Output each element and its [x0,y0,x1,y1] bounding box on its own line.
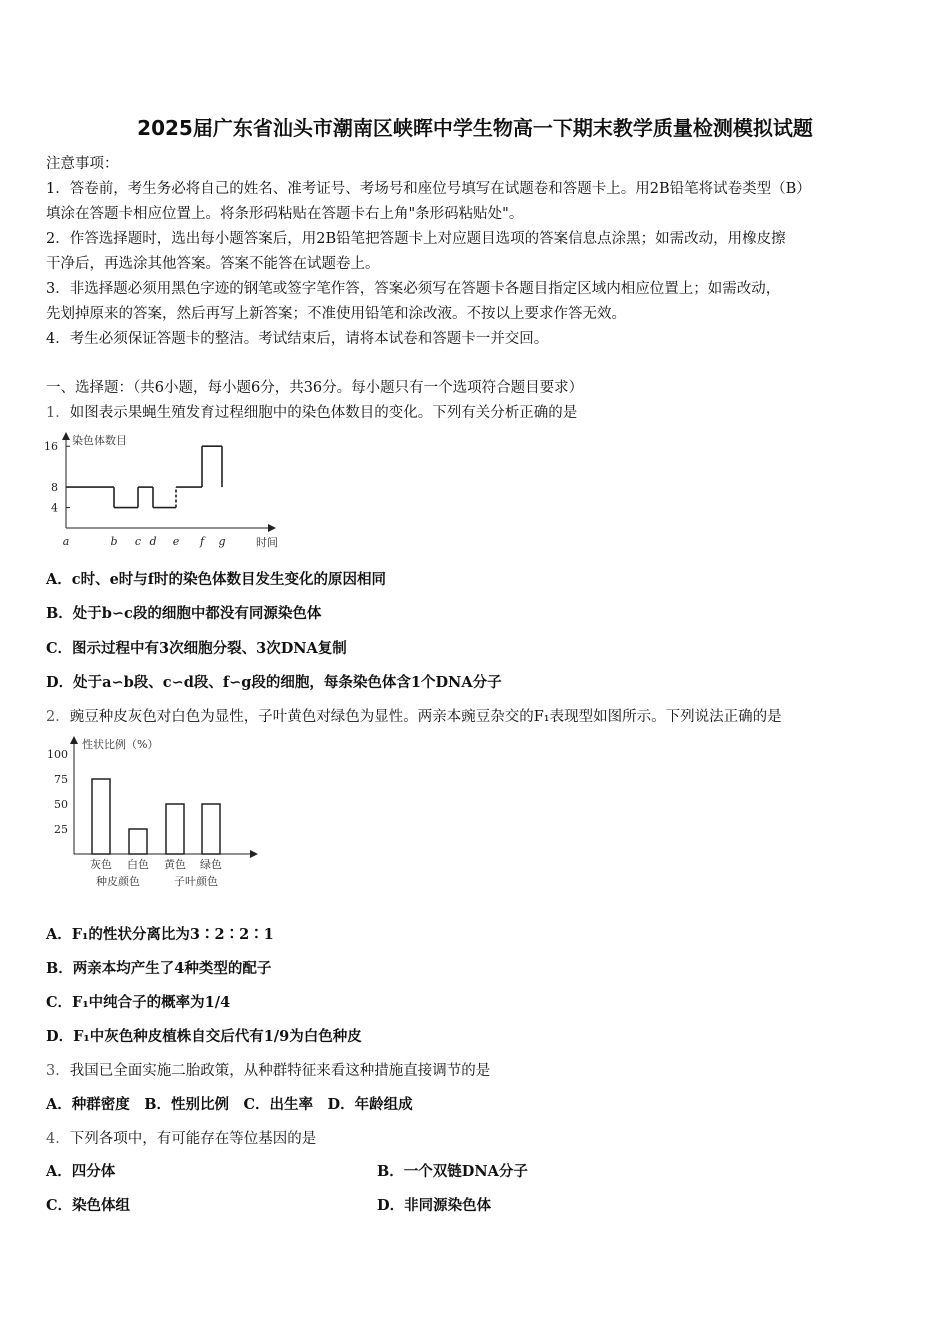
q4-option-c[interactable]: C．染色体组 [46,1197,131,1214]
category-label: 黄色 [164,858,186,871]
section-heading: 一、选择题：（共6小题，每小题6分，共36分。每小题只有一个选项符合题目要求） [46,380,584,396]
category-label: 绿色 [200,858,222,871]
notice-heading: 注意事项： [46,156,119,172]
y-tick-label: 100 [47,748,68,761]
x-axis-label: 时间 [256,536,278,549]
y-axis-label: 性状比例（%） [82,738,159,751]
x-tick-label: b [110,535,118,548]
category-label: 灰色 [90,858,112,871]
bar [92,779,110,854]
bar [166,804,184,854]
question-1 [46,401,577,422]
question-number: 2． [46,709,70,725]
page-title: 2025届广东省汕头市潮南区峡晖中学生物高一下期末教学质量检测模拟试题 [137,116,813,140]
notice-line: 干净后，再选涂其他答案。答案不能答在试题卷上。 [46,256,380,272]
notice-line: 2．作答选择题时，选出每小题答案后，用2B铅笔把答题卡上对应题目选项的答案信息点涂黑；如需改动，用橡皮擦 [46,231,786,247]
question-2 [46,705,782,726]
y-tick-label: 75 [54,773,68,786]
q1-option-c[interactable]: C．图示过程中有3次细胞分裂、3次DNA复制 [46,640,347,657]
question-number: 3． [46,1063,70,1079]
q4-option-b[interactable]: B．一个双链DNA分子 [377,1163,528,1180]
group-label-cotyledon: 子叶颜色 [174,875,218,888]
q1-option-a[interactable]: A．c时、e时与f时的染色体数目发生变化的原因相同 [46,571,387,588]
y-tick-label: 50 [54,798,68,811]
notice-line: 1．答卷前，考生务必将自己的姓名、准考证号、考场号和座位号填写在试题卷和答题卡上。用2B铅笔将试卷类型（B） [46,181,811,197]
trait-ratio-chart [42,732,272,892]
chart-axes [62,432,276,532]
question-stem: 如图表示果蝇生殖发育过程细胞中的染色体数目的变化。下列有关分析正确的是 [69,405,578,421]
bar [202,804,220,854]
notice-line: 先划掉原来的答案，然后再写上新答案；不准使用铅笔和涂改液。不按以上要求作答无效。 [46,306,626,322]
x-tick-label: g [218,535,226,548]
question-stem: 下列各项中，有可能存在等位基因的是 [69,1131,317,1147]
q2-option-c[interactable]: C．F₁中纯合子的概率为1/4 [46,994,231,1011]
q1-option-b[interactable]: B．处于b∽c段的细胞中都没有同源染色体 [46,605,322,622]
x-tick-label: a [62,535,70,548]
bar [129,829,147,854]
question-3 [46,1059,490,1080]
q2-option-b[interactable]: B．两亲本均产生了4种类型的配子 [46,960,272,977]
q3-options[interactable]: A．种群密度 B．性别比例 C．出生率 D．年龄组成 [46,1096,413,1113]
question-stem: 豌豆种皮灰色对白色为显性，子叶黄色对绿色为显性。两亲本豌豆杂交的F₁表现型如图所示。下列说法正确的是 [69,709,782,725]
question-number: 1． [46,405,70,421]
q1-option-d[interactable]: D．处于a∽b段、c∽d段、f∽g段的细胞，每条染色体含1个DNA分子 [46,674,502,691]
y-axis-label: 染色体数目 [72,434,127,447]
y-tick-label: 25 [54,823,68,836]
q4-option-a[interactable]: A．四分体 [46,1163,116,1180]
y-tick-label: 16 [44,440,58,454]
question-stem: 我国已全面实施二胎政策，从种群特征来看这种措施直接调节的是 [69,1063,491,1079]
notice-line: 4．考生必须保证答题卡的整洁。考试结束后，请将本试卷和答题卡一并交回。 [46,331,549,347]
x-tick-label: f [199,535,205,548]
group-label-seed-coat: 种皮颜色 [96,875,140,888]
question-4 [46,1127,316,1148]
x-tick-label: d [149,535,157,548]
x-tick-label: e [172,535,180,548]
x-tick-label: c [134,535,142,548]
q2-option-d[interactable]: D．F₁中灰色种皮植株自交后代有1/9为白色种皮 [46,1028,362,1045]
question-number: 4． [46,1131,70,1147]
category-label: 白色 [127,858,149,871]
notice-line: 填涂在答题卡相应位置上。将条形码粘贴在答题卡右上角"条形码粘贴处"。 [46,206,524,222]
chromosome-chart [46,428,286,552]
y-tick-label: 4 [51,501,58,515]
notice-line: 3．非选择题必须用黑色字迹的钢笔或签字笔作答，答案必须写在答题卡各题目指定区域内相应位置上；如需改动， [46,281,781,297]
y-tick-label: 8 [51,481,58,495]
q4-option-d[interactable]: D．非同源染色体 [377,1197,492,1214]
q2-option-a[interactable]: A．F₁的性状分离比为3∶2∶2∶1 [46,926,274,943]
